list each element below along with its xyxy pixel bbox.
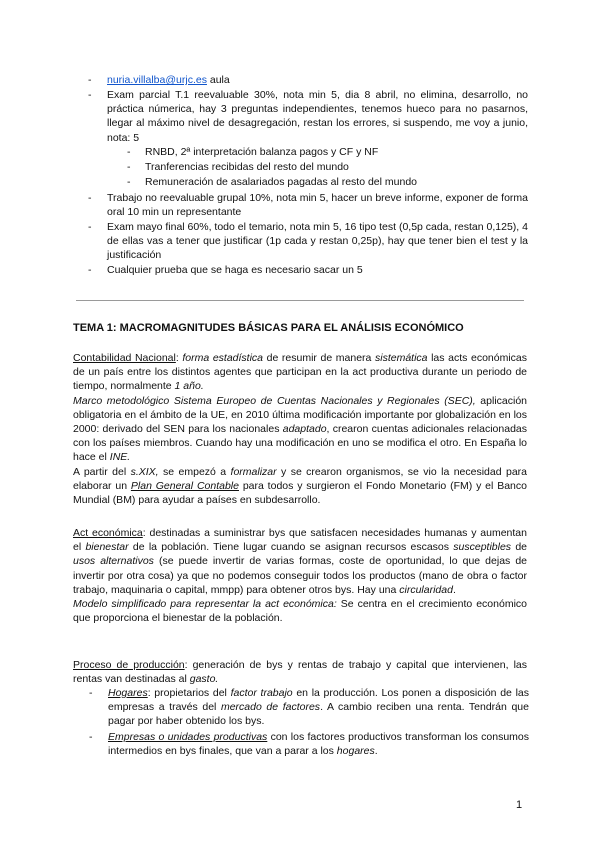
list-item-group-work xyxy=(88,191,528,219)
emphasis: sistemática xyxy=(374,352,428,364)
page-number: 1 xyxy=(516,799,523,811)
bullet-dash: - xyxy=(89,731,93,743)
sub-item-3 xyxy=(127,175,527,189)
text-span: las acts económicas de un país entre los distintos agentes que participan en la act productiva durante un periodo de tiempo, normalmente xyxy=(73,352,528,393)
any-test-text: Cualquier prueba que se haga es necesario sacar un 5 xyxy=(107,264,363,276)
text-span: y se crearon organismos, se vio la necesidad para elaborar un xyxy=(73,465,527,492)
text-span: : generación de bys y rentas de trabajo y capital que intervienen, las rentas van destinadas al xyxy=(73,659,527,686)
emphasis: adaptado xyxy=(282,423,327,436)
bullet-dash: - xyxy=(88,74,92,86)
list-item-empresas xyxy=(89,730,529,758)
emphasis: usos alternativos xyxy=(73,555,154,568)
text-span: de resumir de manera xyxy=(263,352,375,364)
list-item-final-exam xyxy=(88,220,528,263)
text-span: . xyxy=(374,745,378,758)
list-item-partial-exam xyxy=(88,88,528,145)
text-span: se empezó a xyxy=(158,465,231,478)
paragraph-act-economica xyxy=(73,526,527,625)
emphasis: formalizar xyxy=(230,465,277,478)
text-span: de la población. Tiene lugar cuando se asignan recursos escasos xyxy=(128,541,454,554)
emphasis: s.XIX, xyxy=(130,465,159,478)
paragraph-proceso-produccion xyxy=(73,658,527,686)
sub-item-text: Tranferencias recibidas del resto del mundo xyxy=(145,161,349,173)
term-empresas: Empresas o unidades productivas xyxy=(108,731,268,743)
text-span: Se centra en el crecimiento económico que proporciona el bienestar de la población. xyxy=(73,598,527,625)
emphasis: forma estadística xyxy=(182,352,264,364)
emphasis: Plan General Contable xyxy=(130,479,239,492)
group-work-text: Trabajo no reevaluable grupal 10%, nota min 5, hacer un breve informe, exponer de forma oral 10 min un representante xyxy=(107,192,528,219)
email-suffix: aula xyxy=(206,74,230,86)
text-span: (se puede invertir de varias formas, coste de oportunidad, lo que dejas de invertir por otra cosa) ya que no podemos conseguir todos los productos (mano de obra o factor trabajo, maquinaria o capital, mmpp) para obtener otros bys. Hay una xyxy=(73,555,527,596)
bullet-dash: - xyxy=(89,687,93,699)
emphasis: bienestar xyxy=(85,541,129,554)
text-span: aplicación obligatoria en el ámbito de la UE, en 2010 última modificación importante por globalización en los 2000: derivado del SEN para los nacionales xyxy=(73,394,528,436)
bullet-dash: - xyxy=(127,161,131,173)
term-hogares: Hogares xyxy=(108,687,148,699)
term-act-economica: Act económica xyxy=(73,527,143,539)
text-span: de xyxy=(511,541,527,554)
emphasis: 1 año. xyxy=(174,380,204,393)
emphasis: Marco metodológico Sistema Europeo de Cuentas Nacionales y Regionales (SEC), xyxy=(73,394,476,407)
bullet-dash: - xyxy=(127,146,131,158)
bullet-dash: - xyxy=(88,264,92,276)
emphasis: gasto. xyxy=(189,673,219,686)
text-span: . A cambio reciben una renta. Tendrán que pagar por haber obtenido los bys. xyxy=(108,701,529,728)
sub-item-text: RNBD, 2ª interpretación balanza pagos y CF y NF xyxy=(145,146,379,158)
bullet-dash: - xyxy=(88,192,92,204)
email-link[interactable]: nuria.villalba@urjc.es xyxy=(107,74,207,86)
sub-item-text: Remuneración de asalariados pagadas al resto del mundo xyxy=(145,176,418,188)
sub-item-1 xyxy=(127,145,527,159)
emphasis: INE. xyxy=(109,451,131,464)
text-span: en la producción. Los ponen a disposición de las empresas a través del xyxy=(108,687,530,714)
emphasis: mercado de factores xyxy=(220,701,321,714)
text-span: con los factores productivos transforman los consumos intermedios en bys finales, que van a parar a los xyxy=(108,731,530,758)
list-item-any-test xyxy=(88,263,528,277)
paragraph-contabilidad-nacional xyxy=(73,351,527,507)
list-item-hogares xyxy=(89,686,529,729)
text-span: : xyxy=(175,352,183,364)
bullet-dash: - xyxy=(127,176,131,188)
sub-item-2 xyxy=(127,160,527,174)
bullet-dash: - xyxy=(88,89,92,101)
term-contabilidad-nacional: Contabilidad Nacional xyxy=(73,352,176,364)
bullet-dash: - xyxy=(88,221,92,233)
term-proceso-produccion: Proceso de producción xyxy=(73,659,185,671)
emphasis: hogares xyxy=(336,745,375,758)
emphasis: factor trabajo xyxy=(230,687,293,699)
list-item-email xyxy=(88,73,528,87)
emphasis: circularidad xyxy=(399,583,453,596)
final-exam-text: Exam mayo final 60%, todo el temario, nota min 5, 16 tipo test (0,5p cada, restan 0,125), 4 de ellas vas a tener que justificar (1p cada y restan 0,25p), hay que tener bien el test y la justificación xyxy=(107,221,528,262)
text-span: : propietarios del xyxy=(147,687,231,699)
horizontal-divider xyxy=(76,300,524,301)
text-span: . xyxy=(452,583,456,596)
text-span: : destinadas a suministrar bys que satisfacen necesidades humanas y aumentan el xyxy=(73,527,527,554)
text-span: , crearon cuentas adicionales relacionadas con los países miembros. Cuando hay una modificación en uno se modifica el otro. En España lo hace el xyxy=(73,423,528,464)
section-title: TEMA 1: MACROMAGNITUDES BÁSICAS PARA EL ANÁLISIS ECONÓMICO xyxy=(73,322,464,334)
partial-exam-text: Exam parcial T.1 reevaluable 30%, nota min 5, dia 8 abril, no elimina, desarrollo, no práctica númerica, hay 3 preguntas independientes, tenemos hueco para no pasarnos, llegar al máximo nivel de desagregación, restan los errores, si suspendo, me voy a junio, nota: 5 xyxy=(107,89,528,144)
emphasis: Modelo simplificado para representar la act económica: xyxy=(73,598,337,611)
text-span: A partir del xyxy=(73,465,131,478)
text-span: para todos y surgieron el Fondo Monetario (FM) y el Banco Mundial (BM) para ayudar a países en subdesarrollo. xyxy=(73,479,527,507)
emphasis: susceptibles xyxy=(453,541,512,554)
